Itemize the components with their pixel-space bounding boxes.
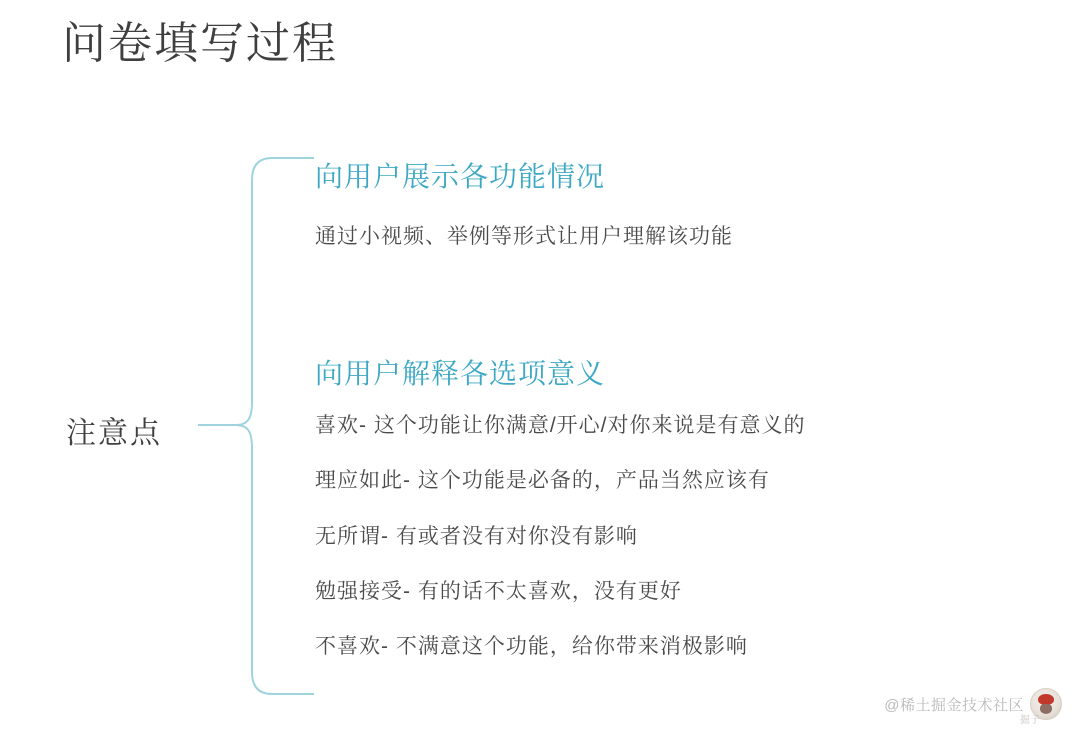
bracket-connector-icon	[196, 150, 316, 700]
mindmap-root-label: 注意点	[66, 417, 162, 450]
branch-line: 通过小视频、举例等形式让用户理解该功能	[315, 225, 733, 248]
branch-line: 勉强接受- 有的话不太喜欢，没有更好	[315, 580, 682, 604]
watermark-text: @稀土掘金技术社区	[884, 696, 1024, 714]
branch-line: 喜欢- 这个功能让你满意/开心/对你来说是有意义的	[315, 414, 806, 437]
branch-heading-2: 向用户解释各选项意义	[315, 358, 606, 389]
page-title: 问卷填写过程	[62, 19, 338, 68]
branch-line: 不喜欢- 不满意这个功能，给你带来消极影响	[315, 635, 748, 659]
branch-group-1	[315, 155, 733, 276]
branch-heading-1: 向用户展示各功能情况	[315, 161, 606, 192]
branch-line: 理应如此- 这个功能是必备的，产品当然应该有	[315, 469, 770, 493]
watermark-secondary-text: 掘子	[1020, 715, 1040, 726]
branch-line: 无所谓- 有或者没有对你没有影响	[315, 524, 638, 548]
branch-group-2	[315, 352, 806, 689]
